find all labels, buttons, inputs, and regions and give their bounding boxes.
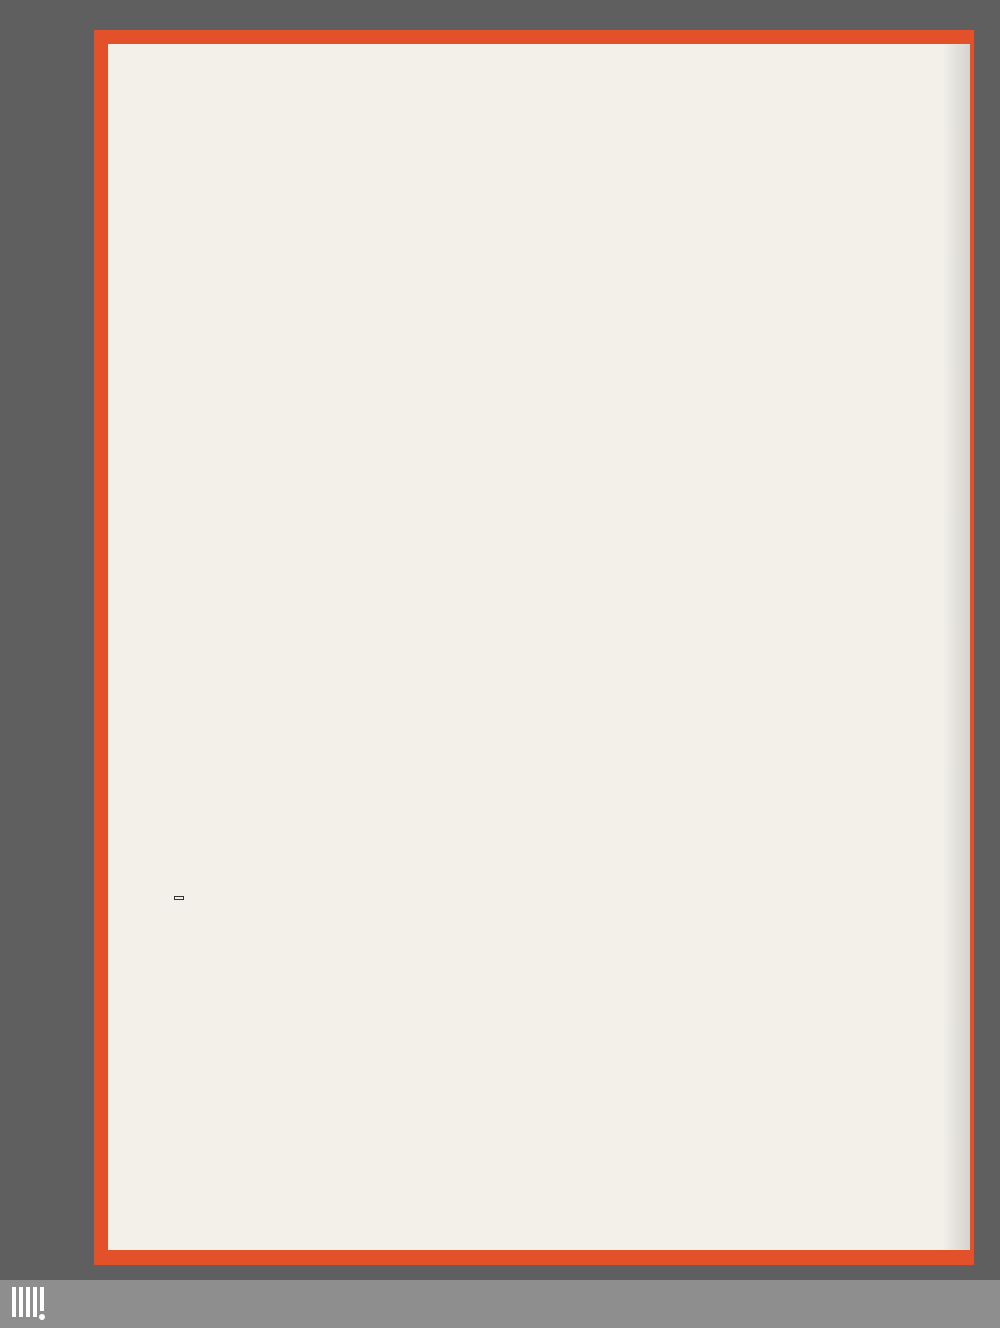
footer-bar — [0, 1280, 1000, 1327]
book-page — [108, 44, 970, 1250]
series-label-box — [174, 896, 184, 900]
polygon-figure — [108, 44, 970, 634]
library-logo-icon — [10, 1283, 50, 1328]
